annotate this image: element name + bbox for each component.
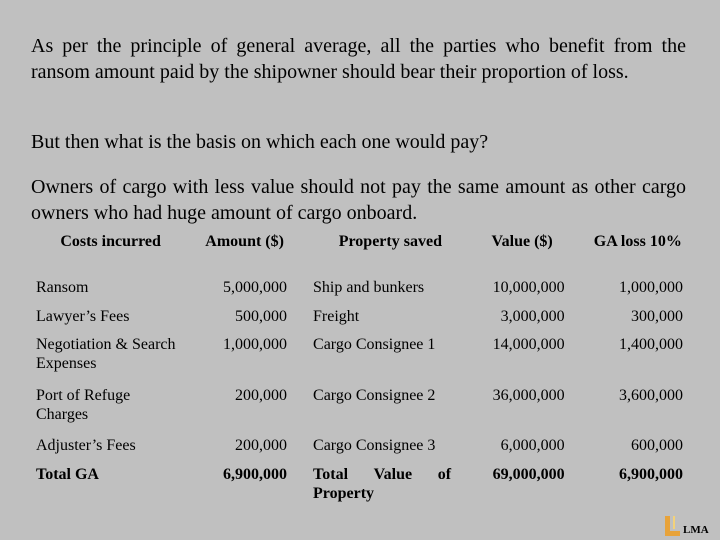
table-row xyxy=(27,335,699,386)
property-value: 14,000,000 xyxy=(492,336,565,353)
cost-amount: 5,000,000 xyxy=(223,279,288,296)
property-value: 3,000,000 xyxy=(500,308,565,325)
cost-amount: 200,000 xyxy=(235,387,288,404)
table-row xyxy=(27,436,699,465)
cost-amount: 500,000 xyxy=(235,308,288,325)
property-label: Cargo Consignee 3 xyxy=(313,437,436,454)
property-label: Cargo Consignee 1 xyxy=(313,336,436,353)
cost-amount: 1,000,000 xyxy=(223,336,288,353)
header-amount: Amount ($) xyxy=(205,233,284,250)
ga-loss-share: 1,400,000 xyxy=(619,336,683,353)
property-label: Freight xyxy=(313,308,360,325)
header-property-saved: Property saved xyxy=(338,233,442,250)
header-value: Value ($) xyxy=(491,233,553,250)
property-label: Ship and bunkers xyxy=(313,279,425,296)
cost-label: Ransom xyxy=(36,279,89,296)
table-total-row xyxy=(27,465,699,505)
lma-logo-text: LMA xyxy=(683,524,709,536)
lma-logo xyxy=(665,516,709,536)
total-ga-amount: 6,900,000 xyxy=(223,466,288,483)
header-ga-loss: GA loss 10% xyxy=(593,233,682,250)
cost-label: Negotiation & Search Expenses xyxy=(36,336,176,372)
property-label: Cargo Consignee 2 xyxy=(313,387,436,404)
ga-loss-share: 300,000 xyxy=(631,308,683,325)
property-value: 10,000,000 xyxy=(492,279,565,296)
paragraph-explanation: Owners of cargo with less value should not pay the same amount as other cargo owners who had huge amount of cargo onboard. xyxy=(31,176,686,224)
total-ga-label: Total GA xyxy=(36,466,99,483)
total-value-word: Total xyxy=(313,466,349,483)
header-costs-incurred: Costs incurred xyxy=(60,233,161,250)
total-value-word: Value xyxy=(373,466,413,483)
property-value: 36,000,000 xyxy=(492,387,565,404)
table-row xyxy=(27,386,699,436)
total-value-line2: Property xyxy=(313,485,375,502)
paragraph-principle: As per the principle of general average, all the parties who benefit from the ransom amount paid by the shipowner should bear their proportion of loss. xyxy=(31,35,686,83)
general-average-table xyxy=(27,232,699,505)
ga-loss-share: 1,000,000 xyxy=(619,279,683,296)
total-value-word: of xyxy=(437,466,452,483)
table-row xyxy=(27,272,699,307)
cost-label: Lawyer’s Fees xyxy=(36,308,130,325)
lma-logo-icon xyxy=(665,516,680,536)
ga-loss-share: 3,600,000 xyxy=(619,387,683,404)
property-value: 6,000,000 xyxy=(500,437,565,454)
total-ga-loss: 6,900,000 xyxy=(619,466,683,483)
table-row xyxy=(27,307,699,335)
total-value-line1 xyxy=(313,465,451,484)
cost-label: Port of Refuge Charges xyxy=(36,387,131,423)
cost-label: Adjuster’s Fees xyxy=(36,437,136,454)
total-property-value: 69,000,000 xyxy=(492,466,565,483)
table-header-row xyxy=(27,232,699,272)
total-value-label xyxy=(304,465,468,505)
paragraph-question: But then what is the basis on which each one would pay? xyxy=(31,131,489,153)
cost-amount: 200,000 xyxy=(235,437,288,454)
ga-loss-share: 600,000 xyxy=(631,437,683,454)
